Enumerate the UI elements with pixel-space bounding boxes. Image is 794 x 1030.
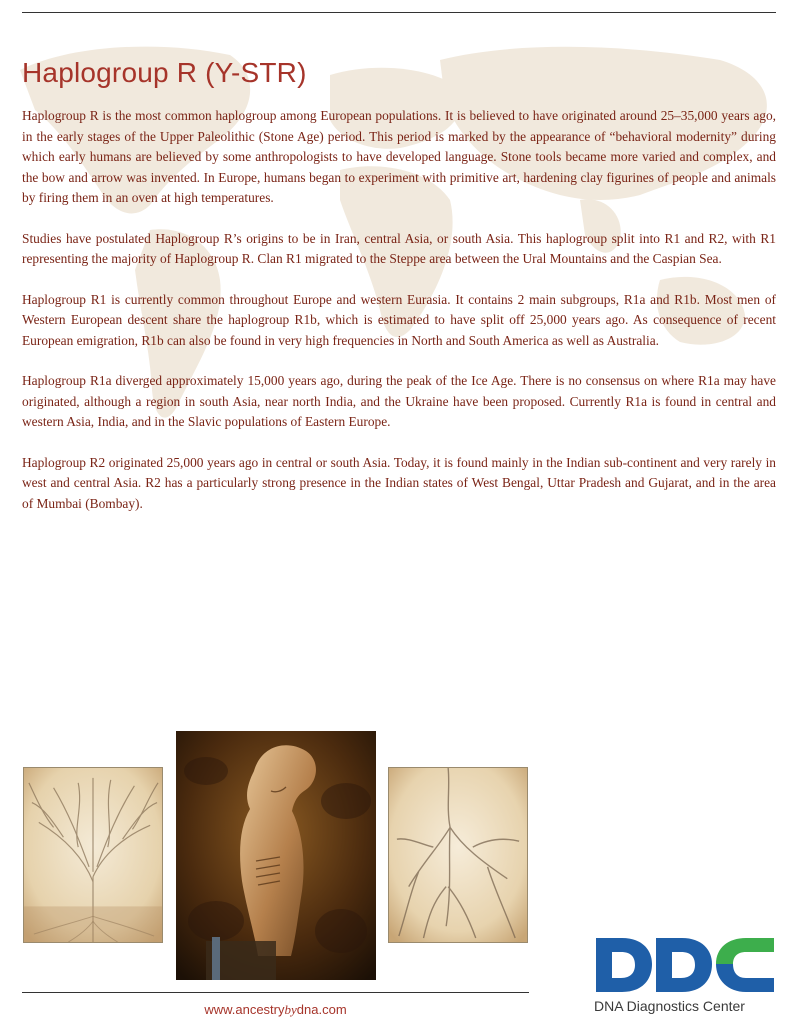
- ddc-logo: [594, 936, 776, 1018]
- logo-caption: DNA Diagnostics Center: [594, 998, 745, 1014]
- footer-website-link[interactable]: [22, 1002, 529, 1018]
- ddc-logo-mark: [594, 936, 776, 996]
- paragraph-r1a: Haplogroup R1a diverged approximately 15,000 years ago, during the peak of the Ice Age. There is no consensus on where R1a may have originated, although a region in south Asia, near north India, and the Ukraine have been proposed. Currently R1a is found in central and western Asia, India, and in the Slavic populations of Eastern Europe.: [22, 373, 776, 429]
- figurine-photo: [176, 731, 376, 980]
- page-title: Haplogroup R (Y-STR): [22, 57, 307, 88]
- top-rule: [22, 12, 776, 13]
- footer-url-by: by: [284, 1002, 297, 1017]
- tree-photo: [23, 767, 163, 943]
- footer-url-suffix: dna.com: [296, 1002, 347, 1017]
- paragraph-r1: Haplogroup R1 is currently common throughout Europe and western Eurasia. It contains 2 main subgroups, R1a and R1b. Most men of Western European descent share the haplogroup R1b, which is estimated to have split off 25,000 years ago. As consequence of recent European emigration, R1b can also be found in very high frequencies in North and South America as well as Australia.: [22, 291, 776, 348]
- paragraph-origins: Studies have postulated Haplogroup R’s origins to be in Iran, central Asia, or south Asia. This haplogroup split into R1 and R2, with R1 representing the majority of Haplogroup R. Clan R1 migrated to the Steppe area between the Ural Mountains and the Caspian Sea.: [22, 230, 776, 266]
- paragraph-haplogroup-r: Haplogroup R is the most common haplogroup among European populations. It is believed to have originated around 25–35,000 years ago, in the early stages of the Upper Paleolithic (Stone Age) period. This period is marked by the appearance of “behavioral modernity” during which early humans are believed by some anthropologists to have developed language. Stone tools became more varied and complex, and the bow and arrow was invented. In Europe, humans began to experiment with primitive art, hardening clay figurines of people and animals by firing them in an oven at high temperatures.: [22, 108, 776, 205]
- footer-url-prefix: www.ancestry: [204, 1002, 285, 1017]
- paragraph-r2: Haplogroup R2 originated 25,000 years ago in central or south Asia. Today, it is found mainly in the Indian sub-continent and very rarely in west and central Asia. R2 has a particularly strong presence in the Indian states of West Bengal, Uttar Pradesh and Gujarat, and in the area of Mumbai (Bombay).: [22, 454, 776, 511]
- roots-photo: [388, 767, 528, 943]
- footer-rule: [22, 992, 529, 993]
- body-text: [22, 106, 776, 534]
